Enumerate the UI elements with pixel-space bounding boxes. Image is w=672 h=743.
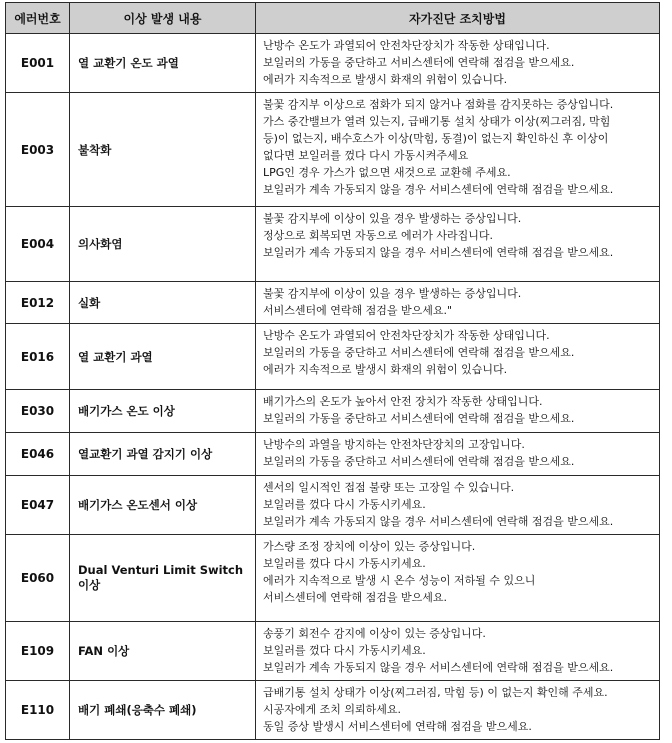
action-line: 난방수 온도가 과열되어 안전차단장치가 작동한 상태입니다.	[263, 329, 550, 342]
error-code-cell: E110	[6, 681, 70, 740]
action-line: 불꽃 감지부 이상으로 점화가 되지 않거나 점화를 감지못하는 증상입니다.	[263, 98, 614, 111]
symptom-cell: 배기 폐쇄(응축수 폐쇄)	[70, 681, 256, 740]
action-line: 서비스센터에 연락해 점검을 받으세요."	[263, 304, 453, 317]
action-line: 보일러의 가동을 중단하고 서비스센터에 연락해 점검을 받으세요.	[263, 412, 575, 425]
action-line: 정상으로 회복되면 자동으로 에러가 사라집니다.	[263, 229, 494, 242]
symptom-cell: 의사화염	[70, 207, 256, 282]
symptom-cell: 실화	[70, 282, 256, 324]
action-line: 보일러가 계속 가동되지 않을 경우 서비스센터에 연락해 점검을 받으세요.	[263, 515, 614, 528]
error-code-cell: E046	[6, 433, 70, 476]
error-code-cell: E004	[6, 207, 70, 282]
table-row	[6, 93, 660, 207]
action-line: 불꽃 감지부에 이상이 있을 경우 발생하는 증상입니다.	[263, 287, 522, 300]
symptom-cell: 불착화	[70, 93, 256, 207]
action-line: 보일러의 가동을 중단하고 서비스센터에 연락해 점검을 받으세요.	[263, 56, 575, 69]
action-line: 보일러의 가동을 중단하고 서비스센터에 연락해 점검을 받으세요.	[263, 455, 575, 468]
table-row	[6, 324, 660, 390]
self-diagnosis-cell	[256, 324, 660, 390]
error-code-cell: E001	[6, 34, 70, 93]
table-row	[6, 535, 660, 622]
action-line: 불꽃 감지부에 이상이 있을 경우 발생하는 증상입니다.	[263, 212, 522, 225]
error-code-cell: E109	[6, 622, 70, 681]
action-line: 에러가 지속적으로 발생 시 온수 성능이 저하될 수 있으니	[263, 574, 536, 587]
self-diagnosis-cell	[256, 622, 660, 681]
table-row	[6, 622, 660, 681]
action-line: 보일러가 계속 가동되지 않을 경우 서비스센터에 연락해 점검을 받으세요.	[263, 246, 614, 259]
action-line: 가스량 조정 장치에 이상이 있는 증상입니다.	[263, 540, 476, 553]
self-diagnosis-cell	[256, 681, 660, 740]
action-line: 시공자에게 조치 의뢰하세요.	[263, 703, 402, 716]
action-line: 없다면 보일러를 껐다 다시 가동시켜주세요	[263, 149, 469, 162]
action-line: 난방수의 과열을 방지하는 안전차단장치의 고장입니다.	[263, 438, 525, 451]
symptom-cell: 열교환기 과열 감지기 이상	[70, 433, 256, 476]
self-diagnosis-cell	[256, 282, 660, 324]
action-line: 에러가 지속적으로 발생시 화재의 위험이 있습니다.	[263, 363, 508, 376]
action-line: 보일러의 가동을 중단하고 서비스센터에 연락해 점검을 받으세요.	[263, 346, 575, 359]
table-row	[6, 390, 660, 433]
error-code-cell: E030	[6, 390, 70, 433]
error-code-table	[5, 2, 660, 740]
table-row	[6, 34, 660, 93]
action-line: 송풍기 회전수 감지에 이상이 있는 증상입니다.	[263, 627, 486, 640]
table-row	[6, 476, 660, 535]
table-row	[6, 681, 660, 740]
error-code-cell: E047	[6, 476, 70, 535]
header-symptom: 이상 발생 내용	[70, 3, 256, 34]
action-line: 가스 중간밸브가 열려 있는지, 급배기통 설치 상태가 이상(찌그러짐, 막힘	[263, 115, 611, 128]
action-line: 센서의 일시적인 접점 불량 또는 고장일 수 있습니다.	[263, 481, 515, 494]
action-line: 보일러를 껐다 다시 가동시키세요.	[263, 644, 426, 657]
self-diagnosis-cell	[256, 433, 660, 476]
self-diagnosis-cell	[256, 535, 660, 622]
symptom-cell: Dual Venturi Limit Switch 이상	[70, 535, 256, 622]
action-line: 급배기통 설치 상태가 이상(찌그러짐, 막힘 등) 이 없는지 확인해 주세요.	[263, 686, 608, 699]
action-line: 보일러를 껐다 다시 가동시키세요.	[263, 557, 426, 570]
self-diagnosis-cell	[256, 207, 660, 282]
action-line: 보일러를 껐다 다시 가동시키세요.	[263, 498, 426, 511]
symptom-cell: 배기가스 온도센서 이상	[70, 476, 256, 535]
action-line: LPG인 경우 가스가 없으면 새것으로 교환해 주세요.	[263, 166, 511, 179]
error-code-cell: E060	[6, 535, 70, 622]
table-row	[6, 282, 660, 324]
table-row	[6, 207, 660, 282]
header-self-diagnosis: 자가진단 조치방법	[256, 3, 660, 34]
error-code-cell: E012	[6, 282, 70, 324]
action-line: 에러가 지속적으로 발생시 화재의 위험이 있습니다.	[263, 73, 508, 86]
self-diagnosis-cell	[256, 390, 660, 433]
self-diagnosis-cell	[256, 476, 660, 535]
symptom-cell: 배기가스 온도 이상	[70, 390, 256, 433]
symptom-cell: 열 교환기 과열	[70, 324, 256, 390]
self-diagnosis-cell	[256, 93, 660, 207]
table-body	[6, 34, 660, 740]
header-error-code: 에러번호	[6, 3, 70, 34]
error-code-cell: E016	[6, 324, 70, 390]
action-line: 보일러가 계속 가동되지 않을 경우 서비스센터에 연락해 점검을 받으세요.	[263, 661, 614, 674]
action-line: 배기가스의 온도가 높아서 안전 장치가 작동한 상태입니다.	[263, 395, 543, 408]
table-row	[6, 433, 660, 476]
header-row	[6, 3, 660, 34]
symptom-cell: FAN 이상	[70, 622, 256, 681]
action-line: 난방수 온도가 과열되어 안전차단장치가 작동한 상태입니다.	[263, 39, 550, 52]
error-code-cell: E003	[6, 93, 70, 207]
action-line: 등)이 없는지, 배수호스가 이상(막힘, 동결)이 없는지 확인하신 후 이상이	[263, 132, 609, 145]
symptom-cell: 열 교환기 온도 과열	[70, 34, 256, 93]
action-line: 동일 증상 발생시 서비스센터에 연락해 점검을 받으세요.	[263, 720, 532, 733]
action-line: 보일러가 계속 가동되지 않을 경우 서비스센터에 연락해 점검을 받으세요.	[263, 183, 614, 196]
self-diagnosis-cell	[256, 34, 660, 93]
action-line: 서비스센터에 연락해 점검을 받으세요.	[263, 591, 448, 604]
